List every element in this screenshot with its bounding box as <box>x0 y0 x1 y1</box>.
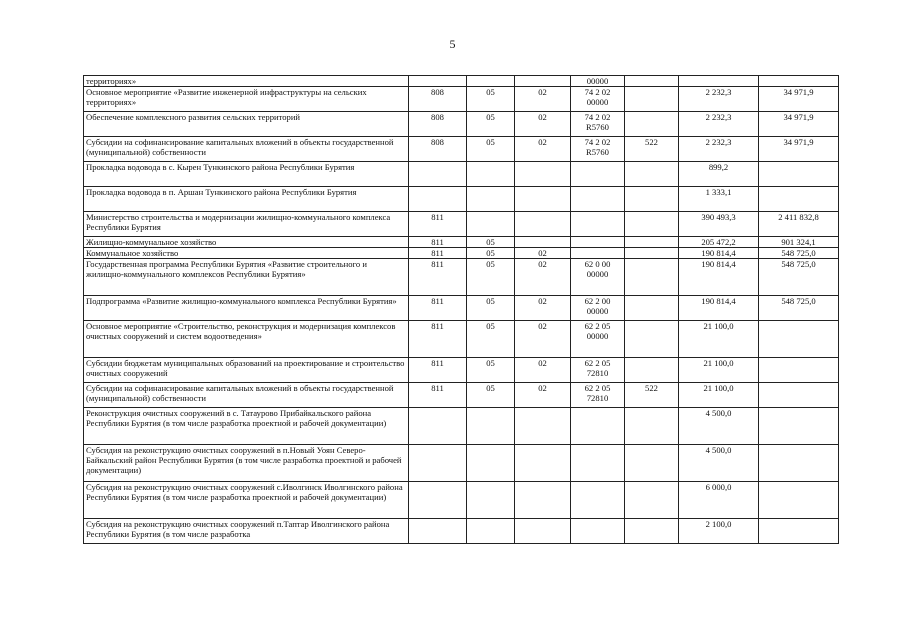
amount-cell-2 <box>759 358 839 383</box>
ministry-code-cell <box>409 482 467 519</box>
table-row <box>84 76 839 87</box>
expense-type-cell <box>625 237 679 248</box>
amount-cell-2: 548 725,0 <box>759 248 839 259</box>
row-name-cell: территориях» <box>84 76 409 87</box>
amount-cell-1: 21 100,0 <box>679 383 759 408</box>
amount-cell-2 <box>759 383 839 408</box>
amount-cell-1: 4 500,0 <box>679 408 759 445</box>
section-code-cell <box>467 187 515 212</box>
row-name-cell: Подпрограмма «Развитие жилищно-коммунального комплекса Республики Бурятия» <box>84 296 409 321</box>
row-name-cell: Прокладка водовода в п. Аршан Тункинского района Республики Бурятия <box>84 187 409 212</box>
table-row <box>84 321 839 358</box>
amount-cell-1: 6 000,0 <box>679 482 759 519</box>
row-name-cell: Жилищно-коммунальное хозяйство <box>84 237 409 248</box>
amount-cell-1: 4 500,0 <box>679 445 759 482</box>
target-code-cell: 74 2 02 R5760 <box>571 112 625 137</box>
subsection-code-cell <box>515 212 571 237</box>
row-name-cell: Обеспечение комплексного развития сельских территорий <box>84 112 409 137</box>
amount-cell-1: 2 232,3 <box>679 112 759 137</box>
row-name-cell: Государственная программа Республики Бурятия «Развитие строительного и жилищно-коммунального комплексов Республики Бурятия» <box>84 259 409 296</box>
table-row <box>84 408 839 445</box>
subsection-code-cell <box>515 76 571 87</box>
amount-cell-2 <box>759 321 839 358</box>
subsection-code-cell: 02 <box>515 87 571 112</box>
subsection-code-cell <box>515 237 571 248</box>
subsection-code-cell: 02 <box>515 248 571 259</box>
section-code-cell: 05 <box>467 383 515 408</box>
amount-cell-2: 34 971,9 <box>759 112 839 137</box>
subsection-code-cell <box>515 519 571 544</box>
amount-cell-2: 34 971,9 <box>759 137 839 162</box>
table-row <box>84 482 839 519</box>
ministry-code-cell: 808 <box>409 112 467 137</box>
amount-cell-2 <box>759 162 839 187</box>
amount-cell-2: 901 324,1 <box>759 237 839 248</box>
target-code-cell: 62 2 05 00000 <box>571 321 625 358</box>
target-code-cell: 62 2 05 72810 <box>571 383 625 408</box>
section-code-cell <box>467 445 515 482</box>
ministry-code-cell: 811 <box>409 259 467 296</box>
ministry-code-cell: 811 <box>409 358 467 383</box>
expense-type-cell <box>625 296 679 321</box>
ministry-code-cell: 808 <box>409 137 467 162</box>
table-row <box>84 383 839 408</box>
ministry-code-cell <box>409 519 467 544</box>
amount-cell-1: 21 100,0 <box>679 358 759 383</box>
amount-cell-1: 190 814,4 <box>679 248 759 259</box>
target-code-cell <box>571 482 625 519</box>
amount-cell-2 <box>759 187 839 212</box>
target-code-cell: 74 2 02 R5760 <box>571 137 625 162</box>
amount-cell-1: 2 100,0 <box>679 519 759 544</box>
ministry-code-cell: 811 <box>409 212 467 237</box>
subsection-code-cell <box>515 408 571 445</box>
section-code-cell: 05 <box>467 137 515 162</box>
section-code-cell <box>467 212 515 237</box>
table-row <box>84 519 839 544</box>
row-name-cell: Реконструкция очистных сооружений в с. Татаурово Прибайкальского района Республики Бурятия (в том числе разработка проектной и рабочей документации) <box>84 408 409 445</box>
ministry-code-cell <box>409 162 467 187</box>
row-name-cell: Основное мероприятие «Строительство, реконструкция и модернизация комплексов очистных сооружений и систем водоотведения» <box>84 321 409 358</box>
table-row <box>84 137 839 162</box>
subsection-code-cell <box>515 482 571 519</box>
target-code-cell: 62 2 00 00000 <box>571 296 625 321</box>
subsection-code-cell <box>515 162 571 187</box>
expense-type-cell <box>625 87 679 112</box>
expense-type-cell <box>625 358 679 383</box>
expense-type-cell: 522 <box>625 383 679 408</box>
expense-type-cell: 522 <box>625 137 679 162</box>
section-code-cell: 05 <box>467 248 515 259</box>
subsection-code-cell: 02 <box>515 112 571 137</box>
amount-cell-1: 390 493,3 <box>679 212 759 237</box>
target-code-cell <box>571 212 625 237</box>
section-code-cell: 05 <box>467 237 515 248</box>
expense-type-cell <box>625 321 679 358</box>
ministry-code-cell: 811 <box>409 248 467 259</box>
table-row <box>84 112 839 137</box>
target-code-cell <box>571 408 625 445</box>
table-row <box>84 187 839 212</box>
subsection-code-cell: 02 <box>515 358 571 383</box>
subsection-code-cell <box>515 187 571 212</box>
row-name-cell: Субсидии на софинансирование капитальных вложений в объекты государственной (муниципальной) собственности <box>84 137 409 162</box>
amount-cell-2 <box>759 519 839 544</box>
amount-cell-1: 1 333,1 <box>679 187 759 212</box>
table-row <box>84 212 839 237</box>
target-code-cell <box>571 519 625 544</box>
amount-cell-1 <box>679 76 759 87</box>
expense-type-cell <box>625 112 679 137</box>
target-code-cell <box>571 248 625 259</box>
row-name-cell: Коммунальное хозяйство <box>84 248 409 259</box>
amount-cell-2 <box>759 408 839 445</box>
section-code-cell: 05 <box>467 321 515 358</box>
subsection-code-cell: 02 <box>515 296 571 321</box>
row-name-cell: Субсидия на реконструкцию очистных сооружений п.Таптар Иволгинского района Республики Бурятия (в том числе разработка <box>84 519 409 544</box>
expense-type-cell <box>625 76 679 87</box>
table-row <box>84 248 839 259</box>
subsection-code-cell: 02 <box>515 383 571 408</box>
amount-cell-2 <box>759 482 839 519</box>
target-code-cell: 00000 <box>571 76 625 87</box>
expense-type-cell <box>625 212 679 237</box>
section-code-cell <box>467 162 515 187</box>
amount-cell-1: 2 232,3 <box>679 87 759 112</box>
expense-type-cell <box>625 408 679 445</box>
subsection-code-cell <box>515 445 571 482</box>
target-code-cell <box>571 162 625 187</box>
section-code-cell: 05 <box>467 87 515 112</box>
section-code-cell <box>467 482 515 519</box>
ministry-code-cell: 811 <box>409 383 467 408</box>
table-row <box>84 237 839 248</box>
row-name-cell: Субсидия на реконструкцию очистных сооружений в п.Новый Уоян Северо-Байкальский район Республики Бурятия (в том числе разработка проектной и рабочей документации) <box>84 445 409 482</box>
row-name-cell: Субсидии на софинансирование капитальных вложений в объекты государственной (муниципальной) собственности <box>84 383 409 408</box>
row-name-cell: Субсидия на реконструкцию очистных сооружений с.Иволгинск Иволгинского района Республики Бурятия (в том числе разработка проектной и рабочей документации) <box>84 482 409 519</box>
ministry-code-cell <box>409 76 467 87</box>
section-code-cell: 05 <box>467 358 515 383</box>
amount-cell-2 <box>759 445 839 482</box>
section-code-cell: 05 <box>467 259 515 296</box>
row-name-cell: Основное мероприятие «Развитие инженерной инфраструктуры на сельских территориях» <box>84 87 409 112</box>
subsection-code-cell: 02 <box>515 259 571 296</box>
amount-cell-1: 899,2 <box>679 162 759 187</box>
target-code-cell <box>571 237 625 248</box>
section-code-cell: 05 <box>467 112 515 137</box>
table-row <box>84 87 839 112</box>
amount-cell-2 <box>759 76 839 87</box>
section-code-cell: 05 <box>467 296 515 321</box>
section-code-cell <box>467 408 515 445</box>
expense-type-cell <box>625 482 679 519</box>
table-row <box>84 259 839 296</box>
target-code-cell: 62 0 00 00000 <box>571 259 625 296</box>
target-code-cell <box>571 445 625 482</box>
expense-type-cell <box>625 519 679 544</box>
amount-cell-2: 548 725,0 <box>759 296 839 321</box>
ministry-code-cell <box>409 408 467 445</box>
row-name-cell: Прокладка водовода в с. Кырен Тункинского района Республики Бурятия <box>84 162 409 187</box>
section-code-cell <box>467 519 515 544</box>
target-code-cell: 74 2 02 00000 <box>571 87 625 112</box>
amount-cell-1: 190 814,4 <box>679 296 759 321</box>
row-name-cell: Министерство строительства и модернизации жилищно-коммунального комплекса Республики Бурятия <box>84 212 409 237</box>
expense-type-cell <box>625 248 679 259</box>
ministry-code-cell: 808 <box>409 87 467 112</box>
ministry-code-cell: 811 <box>409 237 467 248</box>
table-row <box>84 358 839 383</box>
amount-cell-1: 21 100,0 <box>679 321 759 358</box>
ministry-code-cell <box>409 187 467 212</box>
expense-type-cell <box>625 162 679 187</box>
table-row <box>84 445 839 482</box>
row-name-cell: Субсидии бюджетам муниципальных образований на проектирование и строительство очистных сооружений <box>84 358 409 383</box>
target-code-cell: 62 2 05 72810 <box>571 358 625 383</box>
expense-type-cell <box>625 445 679 482</box>
budget-table <box>83 75 839 544</box>
expense-type-cell <box>625 259 679 296</box>
amount-cell-1: 205 472,2 <box>679 237 759 248</box>
ministry-code-cell <box>409 445 467 482</box>
amount-cell-2: 548 725,0 <box>759 259 839 296</box>
ministry-code-cell: 811 <box>409 296 467 321</box>
ministry-code-cell: 811 <box>409 321 467 358</box>
subsection-code-cell: 02 <box>515 137 571 162</box>
table-row <box>84 162 839 187</box>
amount-cell-1: 2 232,3 <box>679 137 759 162</box>
amount-cell-1: 190 814,4 <box>679 259 759 296</box>
subsection-code-cell: 02 <box>515 321 571 358</box>
amount-cell-2: 34 971,9 <box>759 87 839 112</box>
section-code-cell <box>467 76 515 87</box>
page-number: 5 <box>449 37 456 51</box>
table-row <box>84 296 839 321</box>
target-code-cell <box>571 187 625 212</box>
amount-cell-2: 2 411 832,8 <box>759 212 839 237</box>
expense-type-cell <box>625 187 679 212</box>
